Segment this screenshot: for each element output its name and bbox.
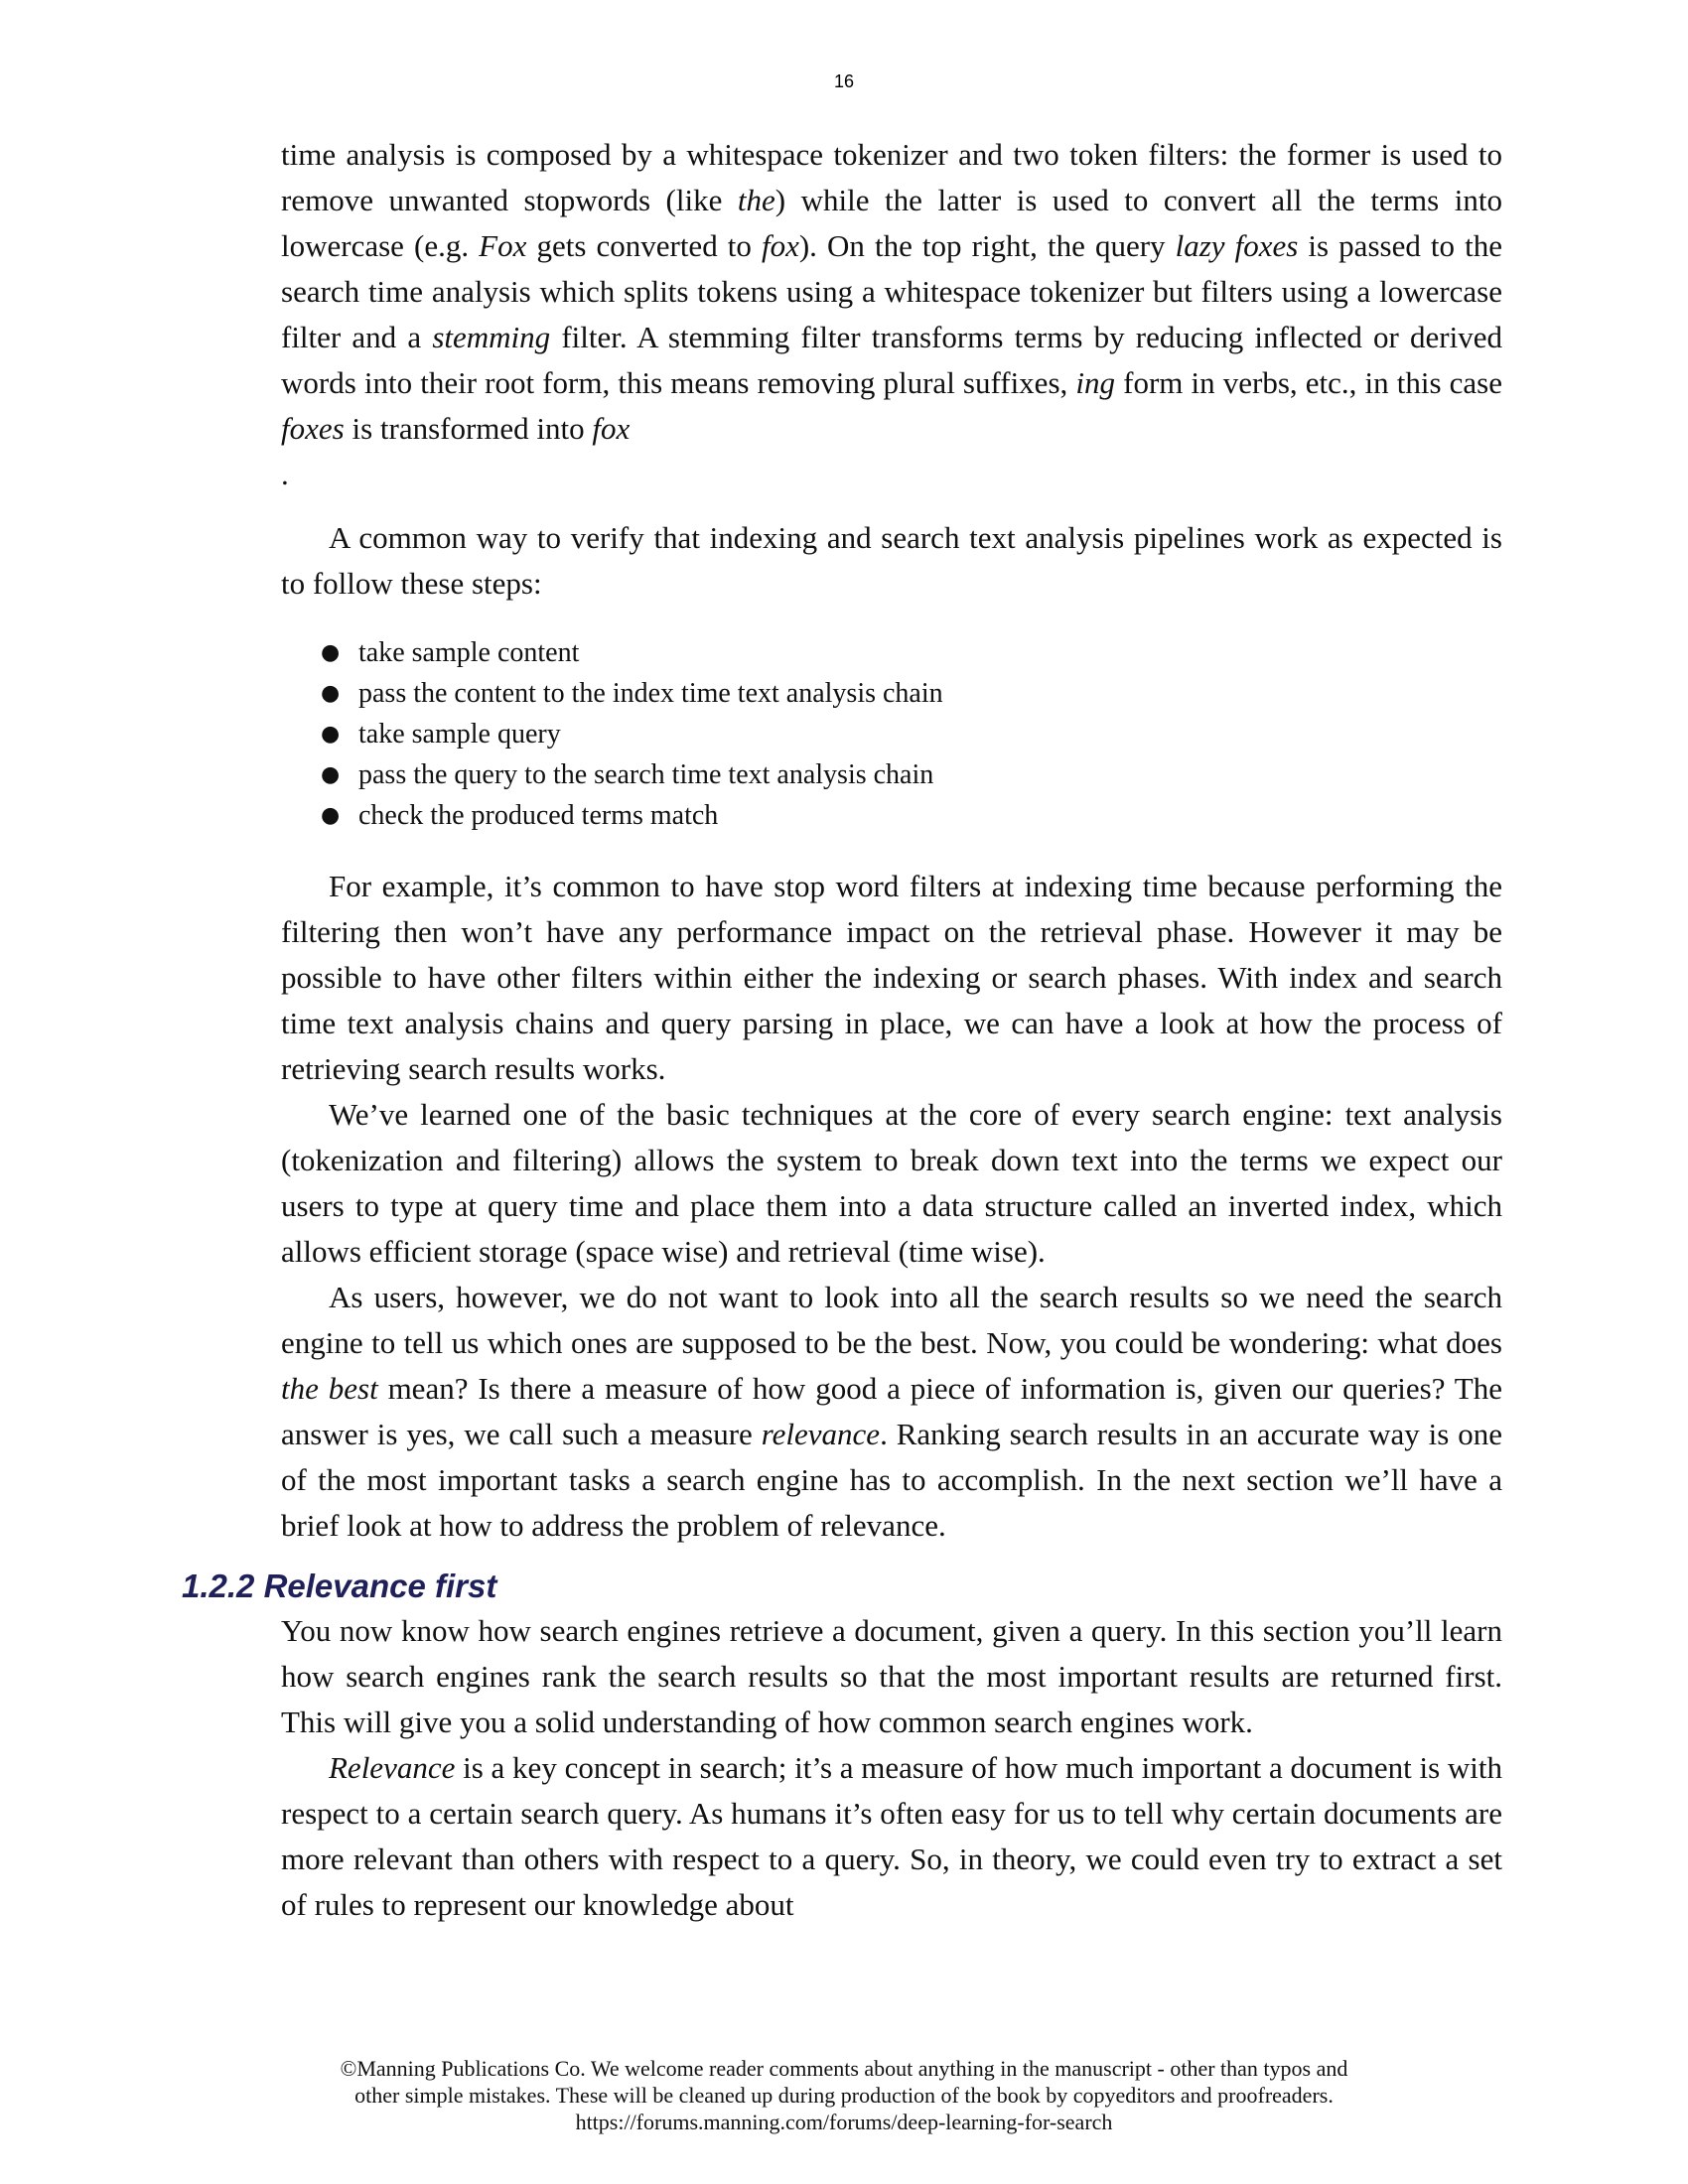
- bullet-icon: ●: [321, 762, 341, 787]
- page-footer: [0, 2055, 1688, 2135]
- page-content: [182, 132, 1503, 1928]
- bullet-icon: ●: [321, 640, 341, 665]
- list-item: ● take sample query: [321, 714, 1502, 754]
- bullet-icon: ●: [321, 681, 341, 706]
- paragraph-text-analysis: time analysis is composed by a whitespace tokenizer and two token filters: the former is used to remove unwanted stopwords (like the) while the latter is used to convert all the terms into lowercase (e.g. Fox gets converted to fox). On the top right, the query lazy foxes is passed to the search time analysis which splits tokens using a whitespace tokenizer but filters using a lowercase filter and a stemming filter. A stemming filter transforms terms by reducing inflected or derived words into their root form, this means removing plural suffixes, ing form in verbs, etc., in this case foxes is transformed into fox: [281, 137, 1502, 446]
- list-item: ● pass the content to the index time text analysis chain: [321, 673, 1502, 714]
- paragraph-end-period: .: [281, 457, 289, 491]
- bullet-icon: ●: [321, 722, 341, 747]
- paragraph-basic-techniques: We’ve learned one of the basic techniques at the core of every search engine: text analysis (tokenization and filtering) allows the system to break down text into the terms we expect our users to type at query time and place them into a data structure called an inverted index, which allows efficient storage (space wise) and retrieval (time wise).: [281, 1097, 1502, 1269]
- bullet-icon: ●: [321, 803, 341, 828]
- page-number: 16: [833, 71, 855, 91]
- paragraph-relevance-intro: As users, however, we do not want to look into all the search results so we need the search engine to tell us which ones are supposed to be the best. Now, you could be wondering: what does the best mean? Is there a measure of how good a piece of information is, given our queries? The answer is yes, we call such a measure relevance. Ranking search results in an accurate way is one of the most important tasks a search engine has to accomplish. In the next section we’ll have a brief look at how to address the problem of relevance.: [281, 1280, 1503, 1543]
- paragraph-ranking: You now know how search engines retrieve a document, given a query. In this section you’ll learn how search engines rank the search results so that the most important results are returned first. This will give you a solid understanding of how common search engines work.: [281, 1613, 1502, 1739]
- list-item: ● take sample content: [321, 632, 1502, 673]
- paragraph-verify-steps: A common way to verify that indexing and search text analysis pipelines work as expected is to follow these steps:: [281, 520, 1502, 601]
- paragraph-stop-word-filters: For example, it’s common to have stop word filters at indexing time because performing the filtering then won’t have any performance impact on the retrieval phase. However it may be possible to have other filters within either the indexing or search phases. With index and search time text analysis chains and query parsing in place, we can have a look at how the process of retrieving search results works.: [281, 869, 1502, 1086]
- footer-forum-url: https://forums.manning.com/forums/deep-learning-for-search: [575, 2110, 1113, 2134]
- paragraph-relevance-definition: Relevance is a key concept in search; it’s a measure of how much important a document is with respect to a certain search query. As humans it’s often easy for us to tell why certain documents are more relevant than others with respect to a query. So, in theory, we could even try to extract a set of rules to represent our knowledge about: [281, 1750, 1502, 1922]
- section-heading: 1.2.2 Relevance first: [182, 1568, 497, 1604]
- list-item: ● pass the query to the search time text analysis chain: [321, 754, 1502, 795]
- list-item: ● check the produced terms match: [321, 795, 1502, 836]
- footer-copyright: ©Manning Publications Co. We welcome reader comments about anything in the manuscript - other than typos and: [340, 2056, 1348, 2081]
- footer-note: other simple mistakes. These will be cleaned up during production of the book by copyeditors and proofreaders.: [354, 2083, 1334, 2108]
- steps-list: [281, 632, 1502, 836]
